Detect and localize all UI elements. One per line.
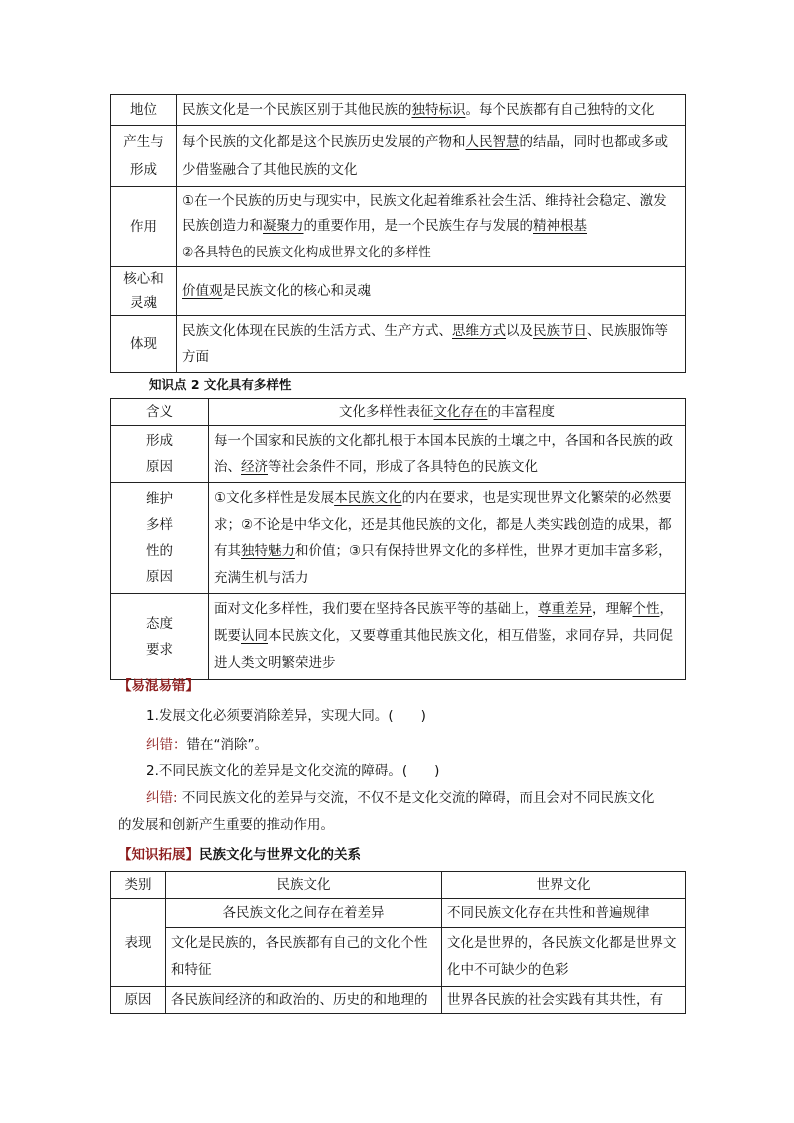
row-label: 作用: [111, 187, 177, 267]
underlined-term: 本民族文化: [334, 490, 402, 506]
table-row: [111, 987, 686, 1014]
table-cell: 不同民族文化存在共性和普遍规律: [442, 899, 686, 928]
relation-table: [110, 871, 686, 1014]
row-label: 形成 原因: [111, 426, 209, 483]
header-cell: 民族文化: [166, 872, 442, 899]
underlined-term: 经济: [241, 459, 268, 475]
table-row: [111, 483, 686, 594]
table-row: [111, 267, 686, 316]
row-label: 地位: [111, 95, 177, 126]
underlined-term: 精神根基: [533, 218, 587, 234]
underlined-term: 独特标识: [411, 102, 466, 118]
table-row: [111, 594, 686, 680]
row-content: 每一个国家和民族的文化都扎根于本国本民族的土壤之中，各国和各民族的政治、经济等社会条件不同，形成了各具特色的民族文化: [209, 426, 686, 483]
row-label: 体现: [111, 316, 177, 373]
confusion-header: 【易混易错】: [118, 678, 199, 694]
table-row: [111, 316, 686, 373]
table-row: [111, 872, 686, 899]
confusion-item: 1.发展文化必须要消除差异，实现大同。( ): [146, 708, 426, 724]
section-title: 知识点 2 文化具有多样性: [149, 377, 292, 392]
table-row: [111, 187, 686, 267]
table-row: [111, 899, 686, 928]
underlined-term: 人民智慧: [465, 134, 520, 150]
row-label: 态度 要求: [111, 594, 209, 680]
row-content: 民族文化体现在民族的生活方式、生产方式、思维方式以及民族节日、民族服饰等方面: [177, 316, 686, 373]
row-label: 维护 多样 性的 原因: [111, 483, 209, 594]
row-label: 表现: [111, 899, 166, 987]
underlined-term: 认同: [241, 628, 268, 644]
table-cell: 世界各民族的社会实践有其共性，有: [442, 987, 686, 1014]
correction-item: 纠错：错在“消除”。: [146, 737, 268, 753]
underlined-term: 价值观: [182, 283, 223, 299]
table-row: [111, 126, 686, 187]
table-row: [111, 399, 686, 426]
row-content: 面对文化多样性，我们要在坚持各民族平等的基础上，尊重差异，理解个性，既要认同本民族文化，又要尊重其他民族文化，相互借鉴，求同存异，共同促进人类文明繁荣进步: [209, 594, 686, 680]
confusion-item: 2.不同民族文化的差异是文化交流的障碍。( ): [146, 763, 440, 779]
underlined-term: 个性: [632, 601, 660, 617]
row-content: ①文化多样性是发展本民族文化的内在要求，也是实现世界文化繁荣的必然要求；②不论是中华文化，还是其他民族的文化，都是人类实践创造的成果，都有其独特魅力和价值；③只有保持世界文化的多样性，世界才更加丰富多彩，充满生机与活力: [209, 483, 686, 594]
correction-item: 纠错: 不同民族文化的差异与交流，不仅不是文化交流的障碍，而且会对不同民族文化: [146, 790, 655, 806]
table-cell: 各民族间经济的和政治的、历史的和地理的: [166, 987, 442, 1014]
expansion-header: 【知识拓展】民族文化与世界文化的关系: [118, 847, 361, 863]
underlined-term: 民族节日: [533, 323, 587, 339]
row-label: 产生与 形成: [111, 126, 177, 187]
underlined-term: 独特魅力: [241, 543, 295, 559]
table-row: [111, 928, 686, 987]
row-content: 价值观是民族文化的核心和灵魂: [177, 267, 686, 316]
row-label: 原因: [111, 987, 166, 1014]
row-label: 含义: [111, 399, 209, 426]
table-cell: 各民族文化之间存在着差异: [166, 899, 442, 928]
header-cell: 类别: [111, 872, 166, 899]
table-cell: 文化是民族的，各民族都有自己的文化个性和特征: [166, 928, 442, 987]
underlined-term: 文化存在: [433, 404, 488, 420]
underlined-term: 尊重差异: [538, 601, 592, 617]
culture-table: [110, 94, 686, 373]
table-row: [111, 426, 686, 483]
table-row: [111, 95, 686, 126]
correction-item-continued: 的发展和创新产生重要的推动作用。: [118, 817, 334, 833]
underlined-term: 思维方式: [452, 323, 506, 339]
header-cell: 世界文化: [442, 872, 686, 899]
row-content: 民族文化是一个民族区别于其他民族的独特标识。每个民族都有自己独特的文化: [177, 95, 686, 126]
underlined-term: 凝聚力: [263, 218, 304, 234]
row-content: 文化多样性表征文化存在的丰富程度: [209, 399, 686, 426]
diversity-table: [110, 398, 686, 680]
row-label: 核心和 灵魂: [111, 267, 177, 316]
row-content: ①在一个民族的历史与现实中，民族文化起着维系社会生活、维持社会稳定、激发民族创造力和凝聚力的重要作用，是一个民族生存与发展的精神根基 ②各具特色的民族文化构成世界文化的多样性: [177, 187, 686, 267]
table-cell: 文化是世界的，各民族文化都是世界文化中不可缺少的色彩: [442, 928, 686, 987]
row-content: 每个民族的文化都是这个民族历史发展的产物和人民智慧的结晶，同时也都或多或少借鉴融合了其他民族的文化: [177, 126, 686, 187]
